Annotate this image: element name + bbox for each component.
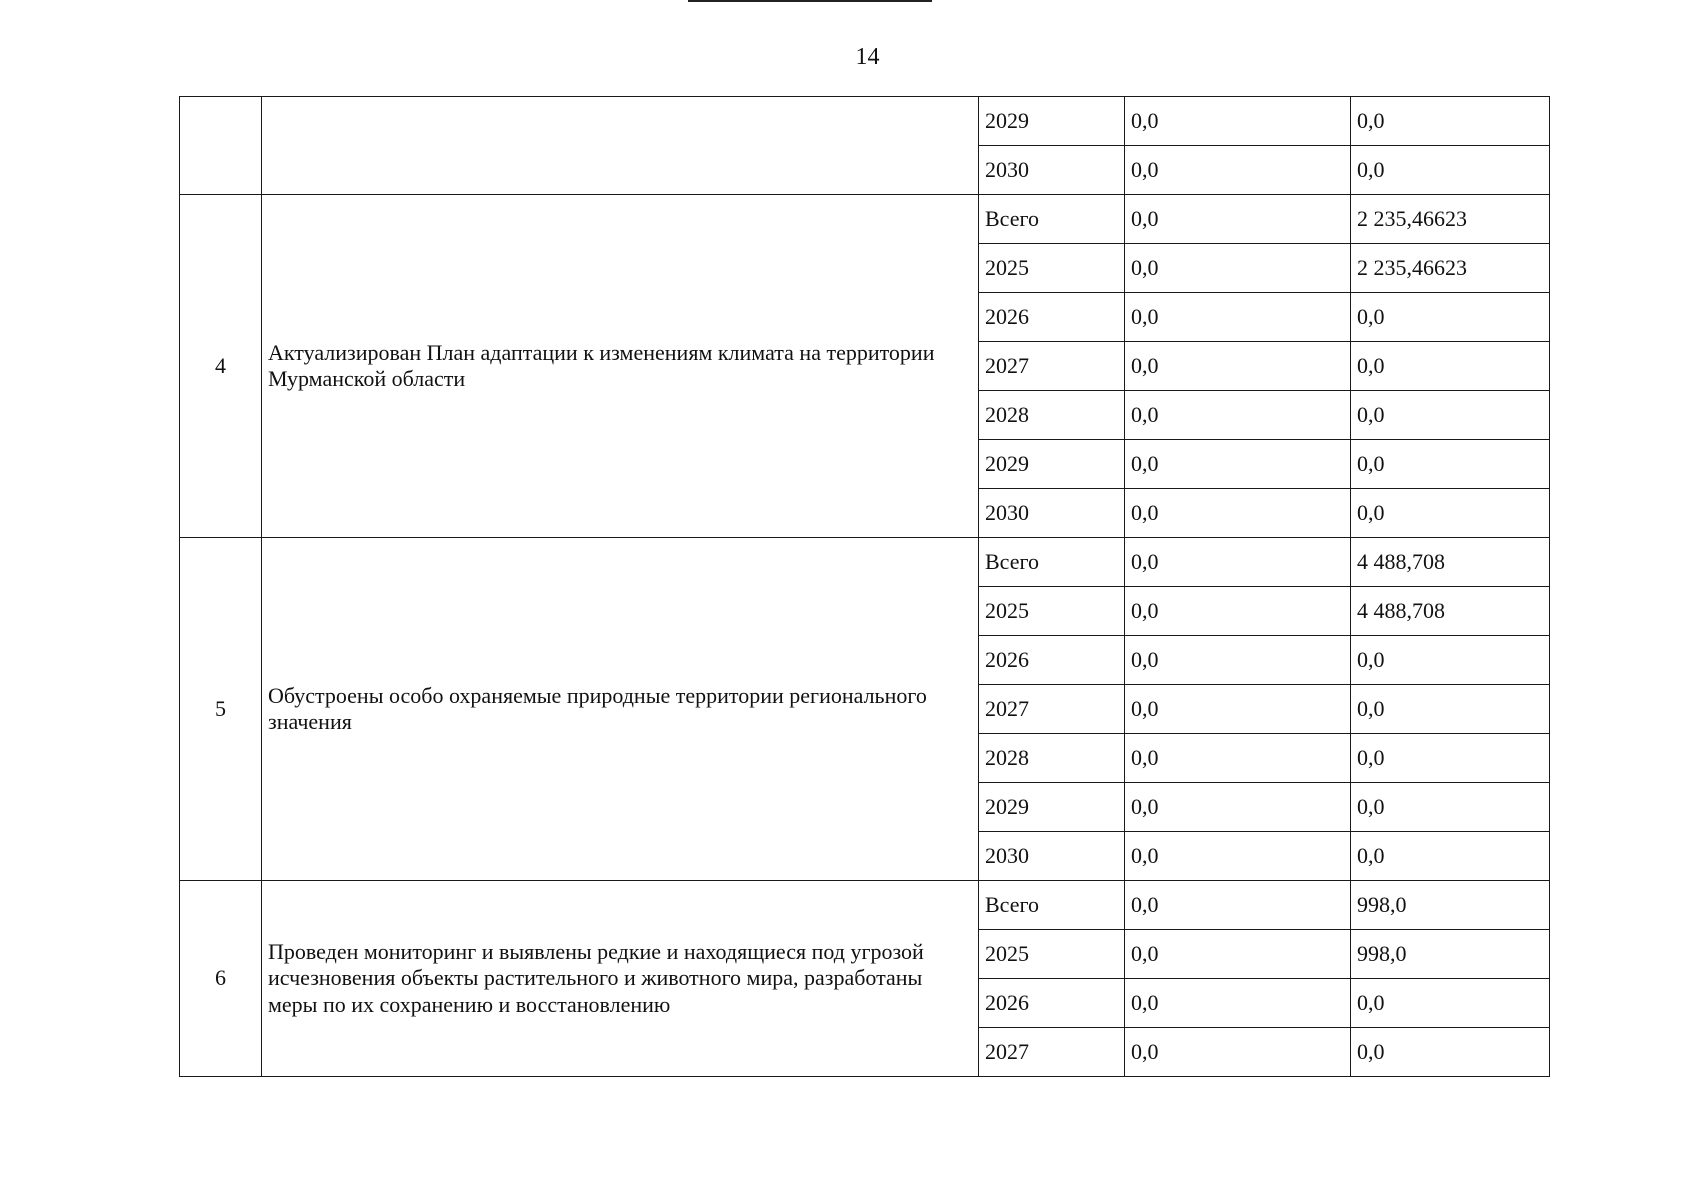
funding-table: [179, 96, 1550, 1077]
value2-cell: 0,0: [1351, 734, 1550, 783]
year-cell: 2029: [979, 440, 1125, 489]
value2-cell: 0,0: [1351, 979, 1550, 1028]
year-cell: 2027: [979, 1028, 1125, 1077]
item-description: Обустроены особо охраняемые природные территории регионального значения: [262, 538, 979, 881]
funding-table-body: [180, 97, 1550, 1077]
item-description: [262, 97, 979, 195]
year-cell: 2027: [979, 342, 1125, 391]
year-cell: 2025: [979, 244, 1125, 293]
value1-cell: 0,0: [1125, 538, 1351, 587]
header-rule: [688, 0, 932, 2]
value1-cell: 0,0: [1125, 783, 1351, 832]
value2-cell: 0,0: [1351, 97, 1550, 146]
value1-cell: 0,0: [1125, 587, 1351, 636]
year-cell: Всего: [979, 538, 1125, 587]
value2-cell: 0,0: [1351, 440, 1550, 489]
value1-cell: 0,0: [1125, 489, 1351, 538]
year-cell: 2028: [979, 391, 1125, 440]
year-cell: 2028: [979, 734, 1125, 783]
value1-cell: 0,0: [1125, 979, 1351, 1028]
table-row: [180, 881, 1550, 930]
value2-cell: 4 488,708: [1351, 538, 1550, 587]
value1-cell: 0,0: [1125, 636, 1351, 685]
value2-cell: 0,0: [1351, 342, 1550, 391]
year-cell: 2029: [979, 783, 1125, 832]
value1-cell: 0,0: [1125, 342, 1351, 391]
value2-cell: 0,0: [1351, 636, 1550, 685]
value1-cell: 0,0: [1125, 734, 1351, 783]
value2-cell: 2 235,46623: [1351, 244, 1550, 293]
value2-cell: 4 488,708: [1351, 587, 1550, 636]
year-cell: 2030: [979, 146, 1125, 195]
value2-cell: 998,0: [1351, 881, 1550, 930]
value1-cell: 0,0: [1125, 293, 1351, 342]
value1-cell: 0,0: [1125, 1028, 1351, 1077]
item-description: Актуализирован План адаптации к изменениям климата на территории Мурманской области: [262, 195, 979, 538]
value2-cell: 0,0: [1351, 146, 1550, 195]
year-cell: Всего: [979, 195, 1125, 244]
year-cell: 2026: [979, 979, 1125, 1028]
value2-cell: 0,0: [1351, 489, 1550, 538]
value1-cell: 0,0: [1125, 685, 1351, 734]
table-row: [180, 538, 1550, 587]
item-number: [180, 97, 262, 195]
year-cell: 2027: [979, 685, 1125, 734]
value1-cell: 0,0: [1125, 391, 1351, 440]
page-number: 14: [855, 44, 880, 70]
value1-cell: 0,0: [1125, 244, 1351, 293]
year-cell: 2030: [979, 832, 1125, 881]
year-cell: 2030: [979, 489, 1125, 538]
value1-cell: 0,0: [1125, 195, 1351, 244]
value2-cell: 0,0: [1351, 783, 1550, 832]
value2-cell: 0,0: [1351, 293, 1550, 342]
value1-cell: 0,0: [1125, 930, 1351, 979]
value1-cell: 0,0: [1125, 832, 1351, 881]
value2-cell: 0,0: [1351, 685, 1550, 734]
table-row: [180, 97, 1550, 146]
value1-cell: 0,0: [1125, 881, 1351, 930]
table-row: [180, 195, 1550, 244]
year-cell: Всего: [979, 881, 1125, 930]
item-number: 4: [180, 195, 262, 538]
year-cell: 2029: [979, 97, 1125, 146]
year-cell: 2025: [979, 587, 1125, 636]
value1-cell: 0,0: [1125, 146, 1351, 195]
year-cell: 2026: [979, 293, 1125, 342]
item-number: 5: [180, 538, 262, 881]
value2-cell: 0,0: [1351, 1028, 1550, 1077]
value1-cell: 0,0: [1125, 97, 1351, 146]
item-number: 6: [180, 881, 262, 1077]
value2-cell: 998,0: [1351, 930, 1550, 979]
item-description: Проведен мониторинг и выявлены редкие и находящиеся под угрозой исчезновения объекты растительного и животного мира, разработаны меры по их сохранению и восстановлению: [262, 881, 979, 1077]
value2-cell: 2 235,46623: [1351, 195, 1550, 244]
year-cell: 2026: [979, 636, 1125, 685]
value1-cell: 0,0: [1125, 440, 1351, 489]
year-cell: 2025: [979, 930, 1125, 979]
value2-cell: 0,0: [1351, 832, 1550, 881]
value2-cell: 0,0: [1351, 391, 1550, 440]
